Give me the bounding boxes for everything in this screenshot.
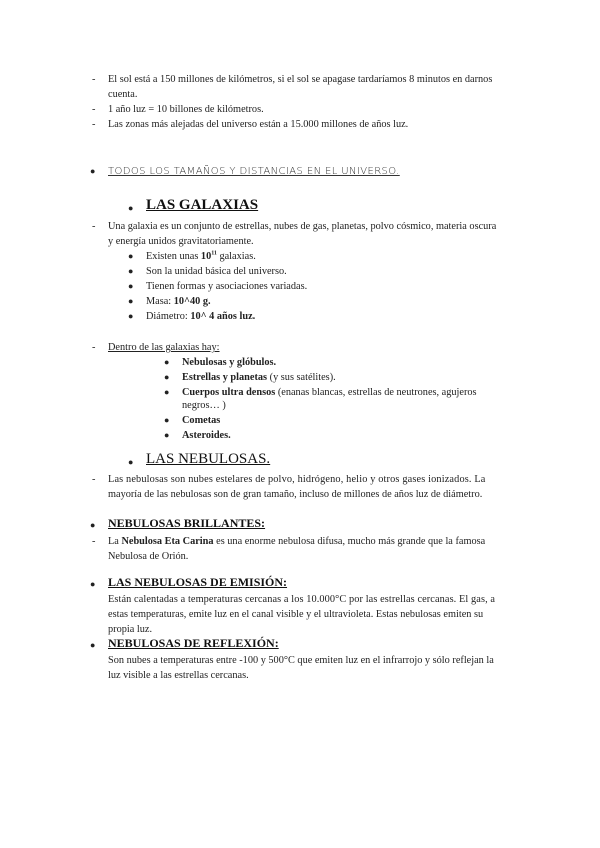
bullet-icon: ● xyxy=(164,372,170,382)
bullet-icon: ● xyxy=(128,203,134,213)
reflexion-heading: NEBULOSAS DE REFLEXIÓN: xyxy=(108,636,279,650)
intro-text: cuenta. xyxy=(108,89,138,100)
paragraph-text: Las nebulosas son nubes estelares de polvo, hidrógeno, helio y otros gases ionizados. La xyxy=(108,474,486,485)
bullet-icon: ● xyxy=(90,640,96,650)
emision-heading: LAS NEBULOSAS DE EMISIÓN: xyxy=(108,575,288,589)
bullet-icon: ● xyxy=(128,251,134,261)
contents-text: negros… ) xyxy=(182,400,226,411)
fact-text: Diámetro: 10^ 4 años luz. xyxy=(146,311,256,322)
section-title: TODOS LOS TAMAÑOS Y DISTANCIAS EN EL UNIVERSO. xyxy=(108,166,400,177)
dash-marker: - xyxy=(92,104,96,115)
dash-marker: - xyxy=(92,221,96,232)
fact-text: Existen unas $10^{11}$ galaxias. xyxy=(146,250,256,262)
contents-text: Nebulosas y glóbulos. xyxy=(182,357,277,368)
paragraph-text: estas temperaturas, emite luz en el canal visible y el ultravioleta. Estas nebulosas emiten su xyxy=(108,609,484,620)
bullet-icon: ● xyxy=(164,415,170,425)
dash-marker: - xyxy=(92,119,96,130)
bullet-icon: ● xyxy=(128,281,134,291)
nebulosas-heading: LAS NEBULOSAS. xyxy=(146,451,271,467)
paragraph-text: propia luz. xyxy=(108,624,153,635)
contents-text: Cometas xyxy=(182,415,221,426)
intro-text: 1 año luz = 10 billones de kilómetros. xyxy=(108,104,264,115)
fact-text: Masa: 10^40 g. xyxy=(146,296,211,307)
bullet-icon: ● xyxy=(128,457,134,467)
contents-intro-text: Dentro de las galaxias hay: xyxy=(108,342,220,353)
paragraph-text: Nebulosa de Orión. xyxy=(108,551,189,562)
dash-marker: - xyxy=(92,342,96,353)
bullet-icon: ● xyxy=(128,266,134,276)
paragraph-text: La Nebulosa Eta Carina es una enorme nebulosa difusa, mucho más grande que la famosa xyxy=(108,536,486,547)
bullet-icon: ● xyxy=(90,579,96,589)
bullet-icon: ● xyxy=(164,387,170,397)
fact-text: Son la unidad básica del universo. xyxy=(146,266,287,277)
paragraph-text: Están calentadas a temperaturas cercanas a los 10.000°C por las estrellas cercanas. El gas, a xyxy=(108,594,496,605)
bullet-icon: ● xyxy=(164,357,170,367)
paragraph-text: Son nubes a temperaturas entre -100 y 500°C que emiten luz en el infrarrojo y sólo reflejan la xyxy=(108,655,494,666)
paragraph-text: mayoría de las nebulosas son de gran tamaño, incluso de millones de años luz de diámetro. xyxy=(108,489,483,500)
definition-text: y energía unidos gravitatoriamente. xyxy=(108,236,254,247)
dash-marker: - xyxy=(92,474,96,485)
bullet-icon: ● xyxy=(90,166,96,176)
galaxias-heading: LAS GALAXIAS xyxy=(146,197,259,213)
bullet-icon: ● xyxy=(90,520,96,530)
intro-text: El sol está a 150 millones de kilómetros, si el sol se apagase tardaríamos 8 minutos en darnos xyxy=(108,74,493,85)
bullet-icon: ● xyxy=(128,296,134,306)
intro-text: Las zonas más alejadas del universo están a 15.000 millones de años luz. xyxy=(108,119,409,130)
paragraph-text: luz visible a las estrellas cercanas. xyxy=(108,670,249,681)
bullet-icon: ● xyxy=(164,430,170,440)
contents-text: Asteroides. xyxy=(182,430,231,441)
bullet-icon: ● xyxy=(128,311,134,321)
fact-text: Tienen formas y asociaciones variadas. xyxy=(146,281,308,292)
dash-marker: - xyxy=(92,74,96,85)
brillantes-heading: NEBULOSAS BRILLANTES: xyxy=(108,516,266,530)
dash-marker: - xyxy=(92,536,96,547)
contents-text: Estrellas y planetas (y sus satélites). xyxy=(182,372,336,383)
contents-text: Cuerpos ultra densos (enanas blancas, estrellas de neutrones, agujeros xyxy=(182,387,477,398)
definition-text: Una galaxia es un conjunto de estrellas, nubes de gas, planetas, polvo cósmico, materia oscura xyxy=(108,221,497,232)
